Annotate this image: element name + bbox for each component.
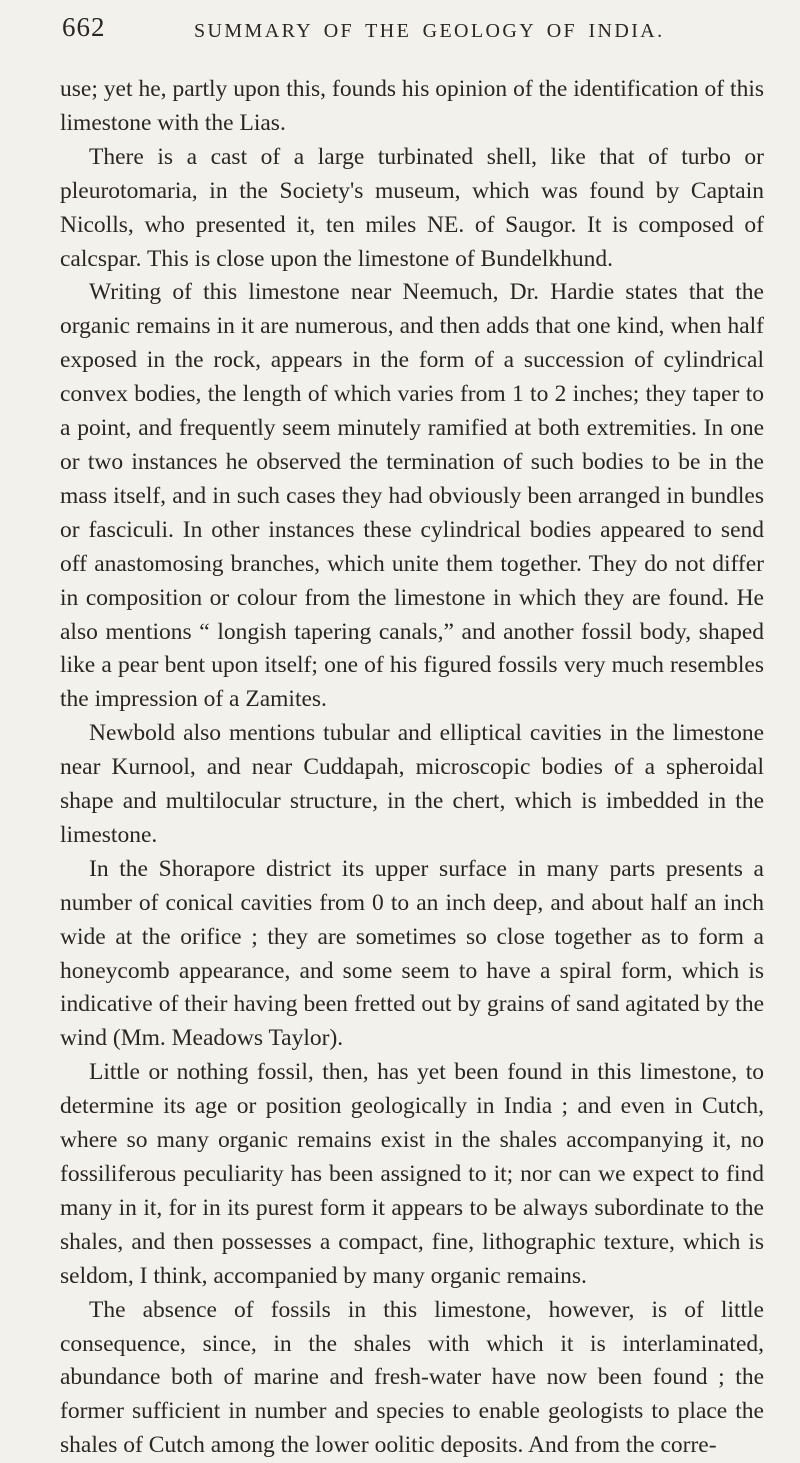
paragraph: There is a cast of a large turbinated shell, like that of turbo or pleurotomaria, in the Society's museum, which was found by Captain Nicolls, who presented it, ten miles NE. of Saugor. It is composed of calcspar. This is close upon the limestone of Bundelkhund. bbox=[60, 143, 764, 272]
body-text bbox=[60, 73, 764, 1463]
paragraph: Little or nothing fossil, then, has yet been found in this limestone, to determine its age or position geologically in India ; and even in Cutch, where so many organic remains exist in the shales accompanying it, no fossiliferous peculiarity has been assigned to it; nor can we expect to find many in it, for in its purest form it appears to be always subordinate to the shales, and then possesses a compact, fine, lithographic texture, which is seldom, I think, accompanied by many organic remains. bbox=[60, 1059, 764, 1289]
paragraph: use; yet he, partly upon this, founds his opinion of the identification of this limestone with the Lias. bbox=[60, 76, 764, 136]
paragraph: Writing of this limestone near Neemuch, Dr. Hardie states that the organic remains in it are numerous, and then adds that one kind, when half exposed in the rock, appears in the form of a succession of cylindrical convex bodies, the length of which varies from 1 to 2 inches; they taper to a point, and frequently seem minutely ramified at both extremities. In one or two instances he observed the termination of such bodies to be in the mass itself, and in such cases they had obviously been arranged in bundles or fasciculi. In other instances these cylindrical bodies appeared to send off anastomosing branches, which unite them together. They do not differ in composition or colour from the limestone in which they are found. He also mentions “ longish tapering canals,” and another fossil body, shaped like a pear bent upon itself; one of his figured fossils very much resembles the impression of a Zamites. bbox=[60, 279, 764, 713]
paragraph: In the Shorapore district its upper surface in many parts presents a number of conical cavities from 0 to an inch deep, and about half an inch wide at the orifice ; they are sometimes so close together as to form a honeycomb appearance, and some seem to have a spiral form, which is indicative of their having been fretted out by grains of sand agitated by the wind (Mm. Meadows Taylor). bbox=[60, 855, 764, 1052]
page-number: 662 bbox=[62, 12, 106, 42]
page-header bbox=[62, 12, 762, 52]
paragraph: The absence of fossils in this limestone, however, is of little consequence, since, in the shales with which it is interlaminated, abundance both of marine and fresh-water have now been found ; the former sufficient in number and species to enable geologists to place the shales of Cutch among the lower oolitic deposits. And from the corre- bbox=[60, 1296, 764, 1459]
running-title: SUMMARY OF THE GEOLOGY OF INDIA. bbox=[194, 20, 665, 42]
paragraph: Newbold also mentions tubular and elliptical cavities in the limestone near Kurnool, and near Cuddapah, microscopic bodies of a spheroidal shape and multilocular structure, in the chert, which is imbedded in the limestone. bbox=[60, 720, 764, 848]
